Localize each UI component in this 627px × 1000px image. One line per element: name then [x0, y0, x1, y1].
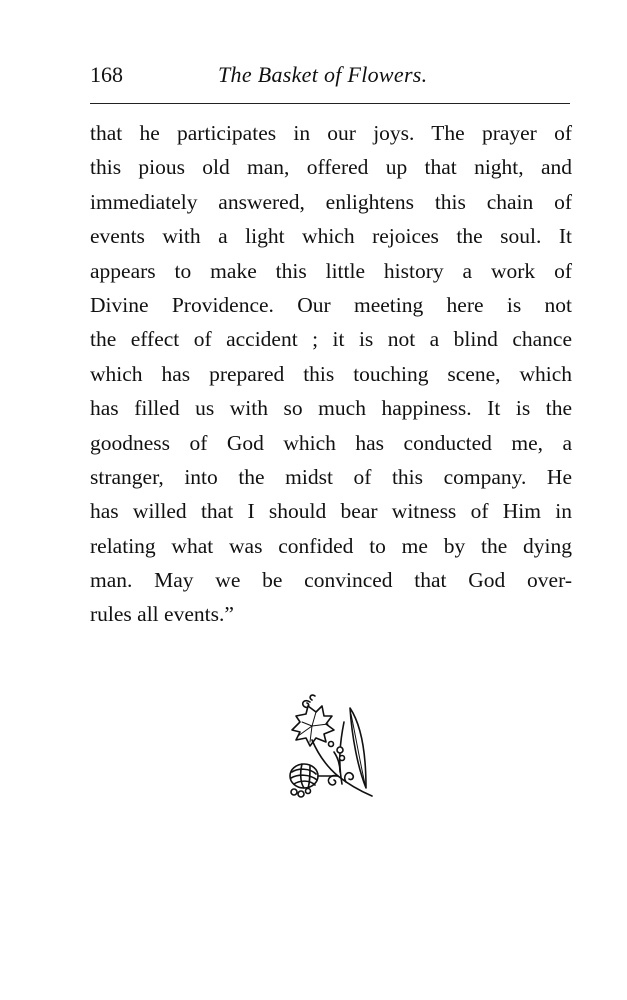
header-rule: [90, 103, 570, 104]
text-line: relating what was confided to me by the dying: [90, 533, 572, 558]
text-line: that he participates in our joys. The prayer of: [90, 121, 572, 145]
running-title: The Basket of Flowers.: [218, 62, 428, 87]
text-line: has filled us with so much happiness. It is the: [90, 396, 572, 421]
text-line: rules all events.”: [90, 602, 234, 627]
text-line: stranger, into the midst of this company. He: [90, 464, 572, 489]
text-line: this pious old man, offered up that night, and: [90, 155, 572, 180]
text-line: appears to make this little history a work of: [90, 258, 572, 283]
page-number: 168: [90, 62, 123, 87]
text-line: which has prepared this touching scene, which: [90, 361, 572, 386]
text-line: Divine Providence. Our meeting here is not: [90, 292, 572, 317]
floral-vignette-icon: [282, 692, 382, 804]
text-line: immediately answered, enlightens this chain of: [90, 189, 572, 214]
text-line: events with a light which rejoices the soul. It: [90, 224, 572, 249]
text-line: the effect of accident ; it is not a blind chance: [90, 327, 572, 352]
text-line: goodness of God which has conducted me, a: [90, 430, 572, 455]
body-text: [90, 116, 572, 632]
text-line: man. May we be convinced that God over-: [90, 568, 572, 593]
text-line: has willed that I should bear witness of Him in: [90, 499, 572, 524]
running-head: [90, 58, 570, 92]
